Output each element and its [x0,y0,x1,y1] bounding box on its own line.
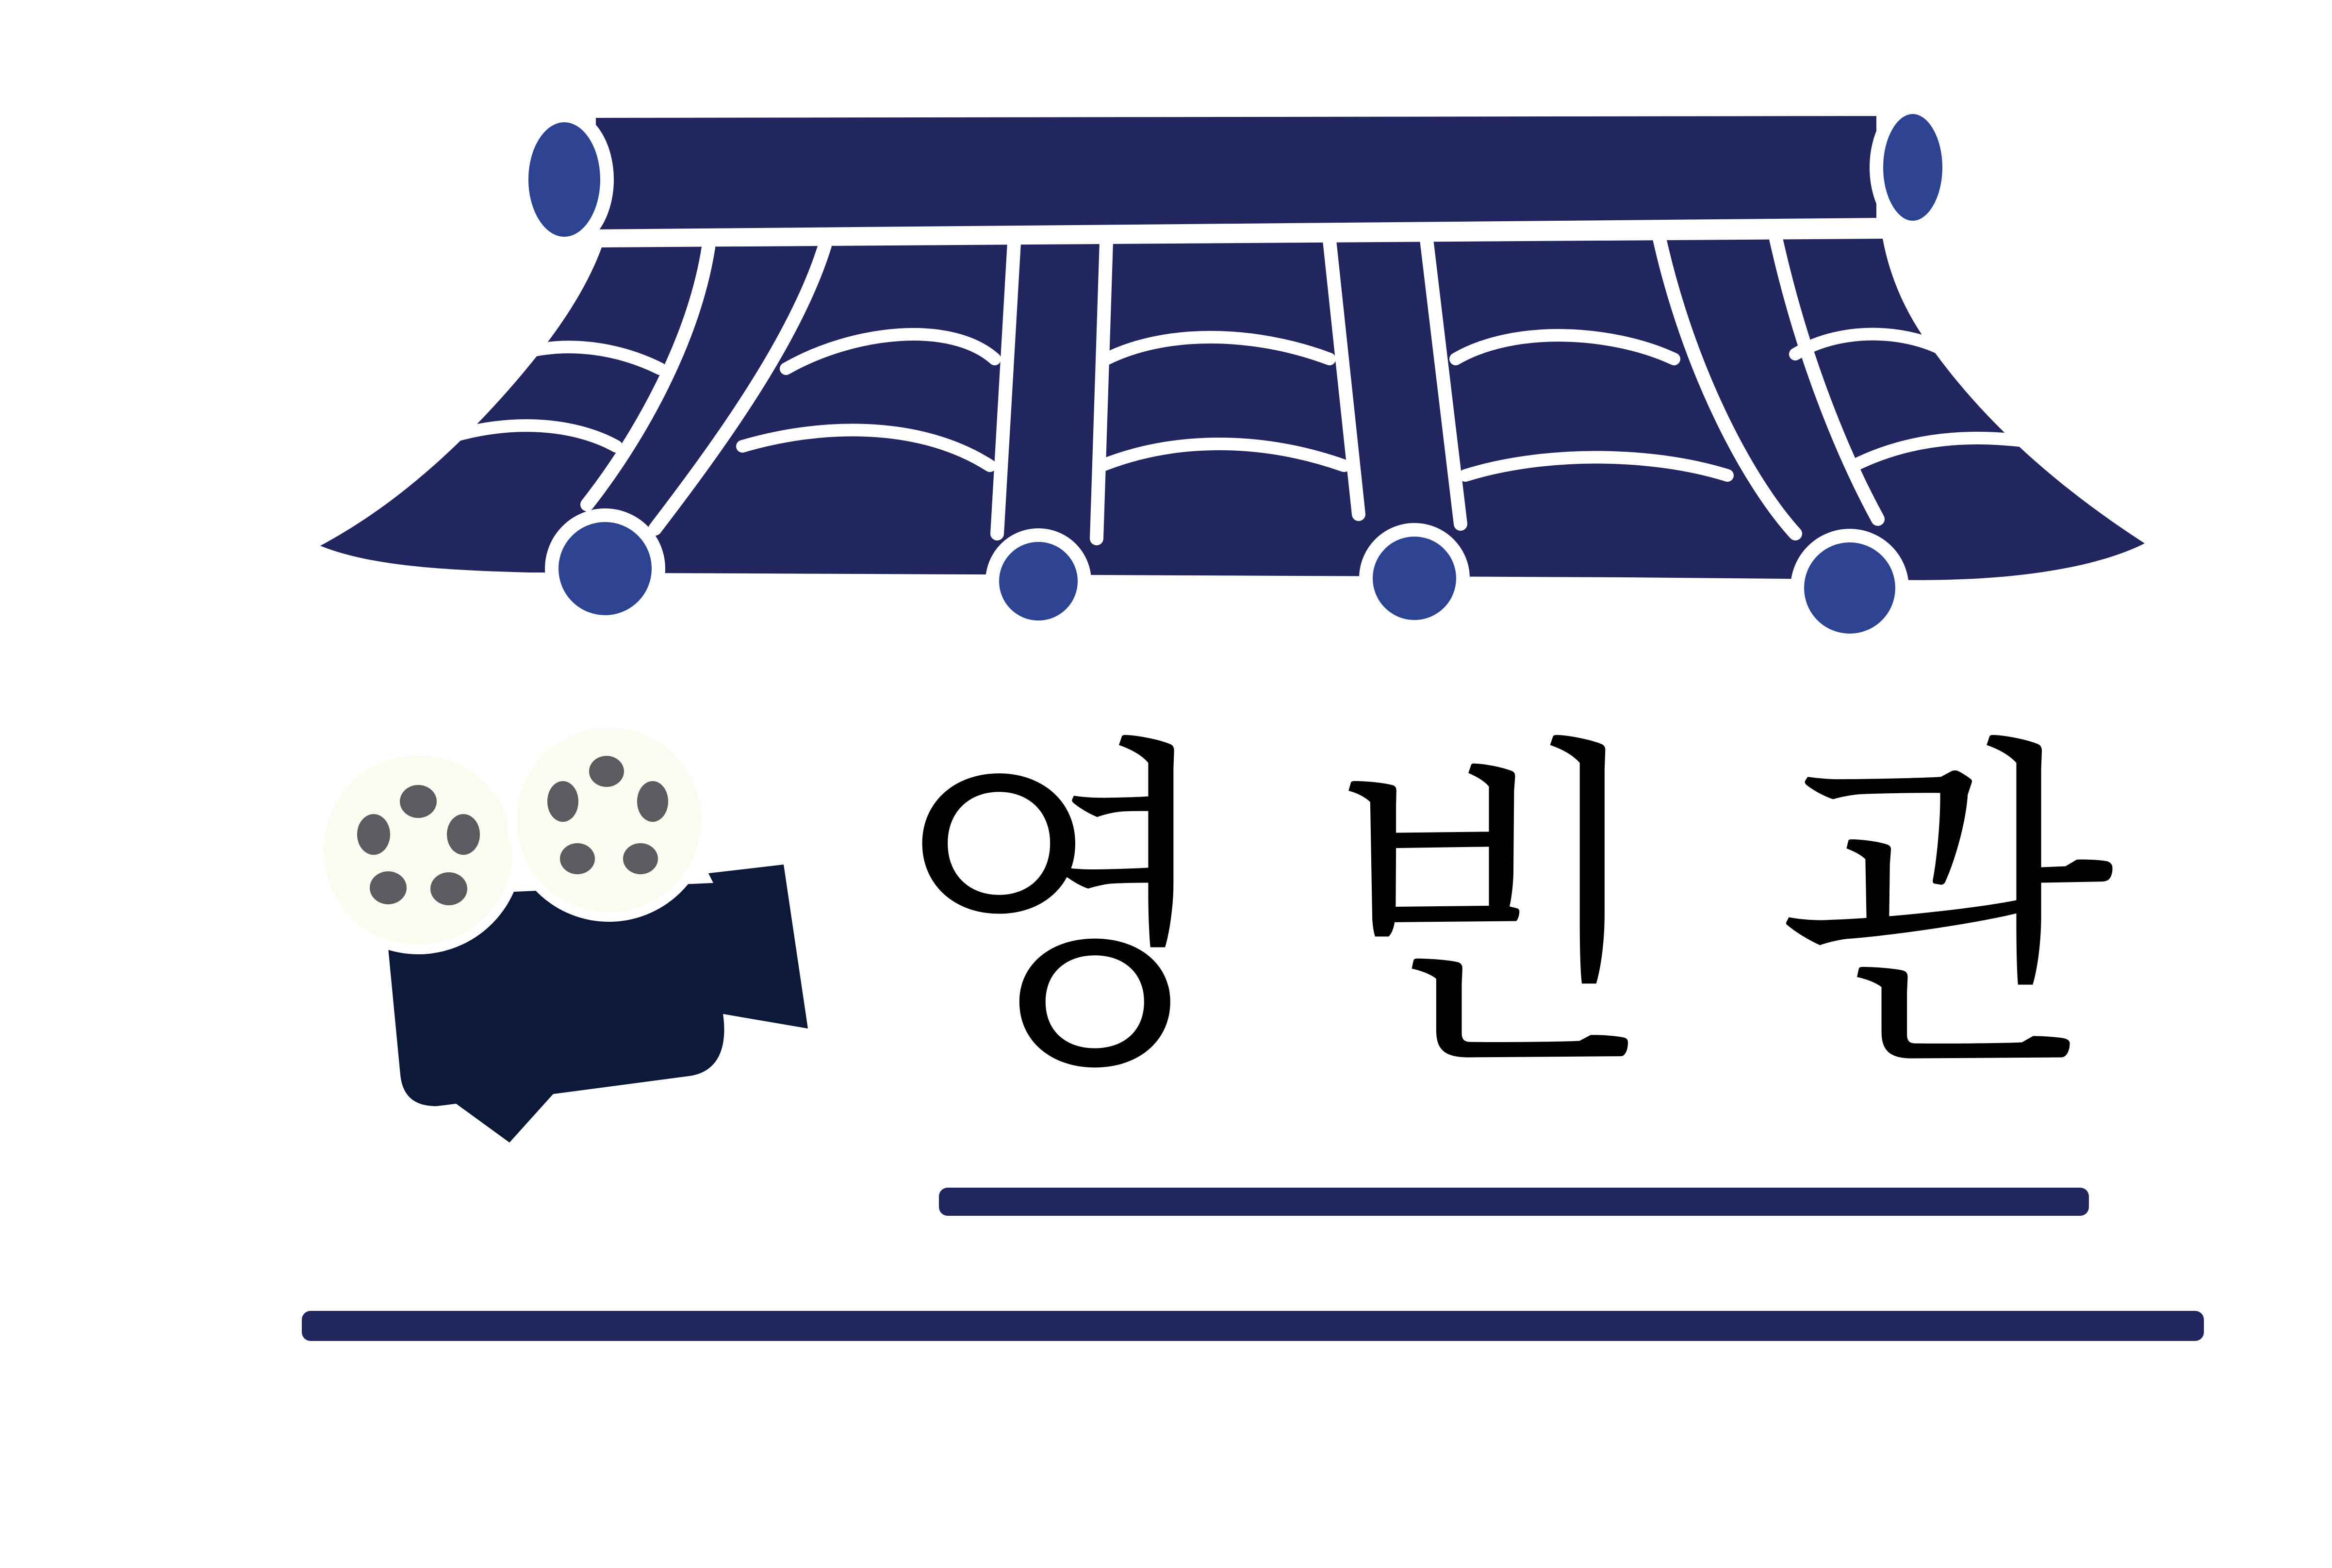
title-char-bin: 빈 [1321,709,1659,1115]
roof-ridge-beam [590,110,1883,236]
underline-bar-short [939,1188,2089,1216]
film-camera-icon [319,723,808,1143]
title-char-yeong: 영 [889,709,1227,1115]
rafter-cap-1 [552,515,658,622]
film-reel-left [319,751,518,949]
ridge-cap-right [1876,107,1949,228]
rafter-cap-4 [1797,536,1902,640]
film-reel-right [512,723,706,917]
rafter-cap-3 [1366,530,1463,627]
hanok-roof-icon [320,107,2145,640]
rafter-cap-2 [992,535,1084,627]
title-char-gwan: 관 [1777,709,2115,1115]
ridge-cap-left [522,115,607,244]
underline-bar-long [302,1311,2204,1341]
